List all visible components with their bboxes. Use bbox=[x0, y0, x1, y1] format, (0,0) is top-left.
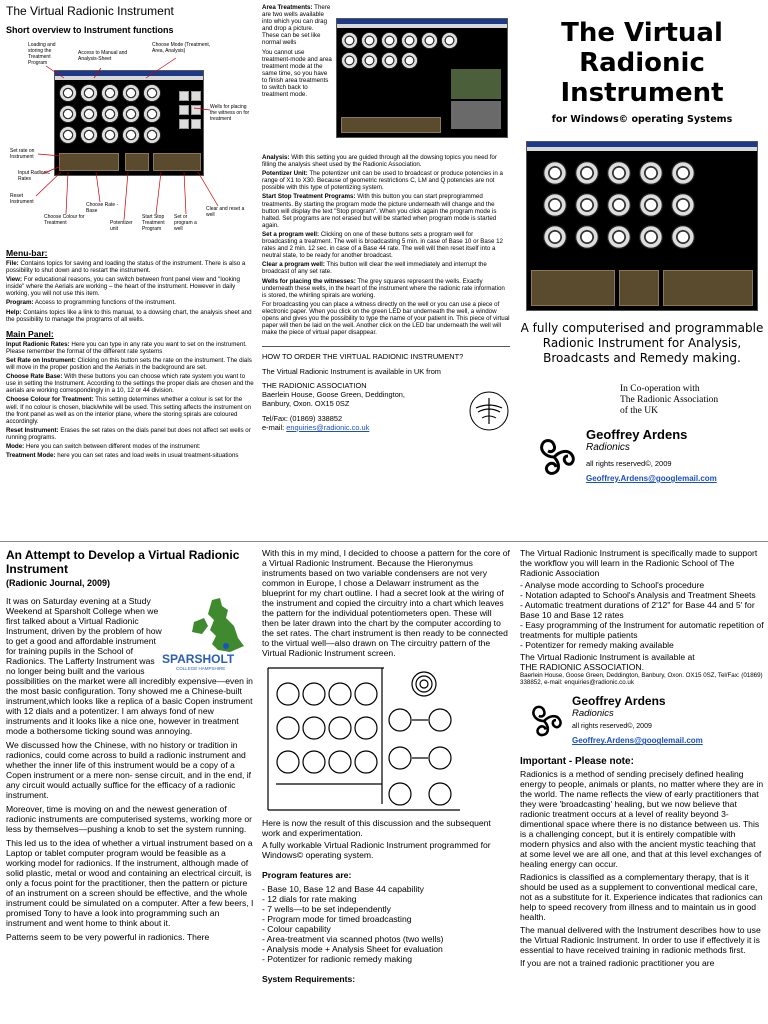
function-descriptions: Analysis: With this setting you are guided through all the dowsing topics you need for filling the analysis sheet used by the Radionic Association. Potentizer Unit: The potentizer unit can be used to broadcast or produce potencies in a range of X1 to X30. Because of geometric restrictions C, LM and Q potencies are not possible with this type of potentizing system. Start Stop Treatment Programs: With this button you can start preprogrammed treatments. By starting the program mode the picture underneath will change and the button will display the text "Stop program". When you click again the program mode is halted. Set programs are not erased but will be started when program mode is started again. Set a program well: Clicking on one of these buttons sets a program well for broadcasting a treatment. The well is broadcasting 5 min. in case of Base 10 or Base 12 rates and 2 min. 12 sec. in case of a Base 44 rate. The well will then reset itself into a neutral state, to be ready for another broadcast. Clear a program well: This button will clear the well immediately and interrupt the broadcast of any set rate. Wells for placing the witnesses: The grey squares represent the wells. Exactly underneath these wells, in the heart of the instrument where the radionic rate information is stored, the whirling spirals are working. For broadcasting you can place a witness directly on the well or you can use a piece of electronic paper. When you click on the green LED bar underneath the well, a window opens and gives you the possibility to type the name of your patient in. This piece of virtual paper will then be laid on the well. Another click on the LED bar underneath the well will make the piece of virtual paper disappear. bbox=[262, 154, 510, 337]
panel-cover bbox=[520, 4, 764, 536]
radionic-association-logo bbox=[468, 390, 510, 432]
menu-help: Help: Contains topics like a link to this manual, to a dowsing chart, the analysis sheet and the possibility to manage the programs of all wells. bbox=[6, 308, 252, 323]
rights-note: all rights reserved©, 2009 bbox=[586, 459, 672, 468]
author-email-link[interactable]: Geoffrey.Ardens@googlemail.com bbox=[586, 474, 717, 483]
cover-title: The Virtual Radionic Instrument bbox=[560, 18, 724, 108]
area-mode-screenshot bbox=[336, 18, 508, 138]
brand-name: Geoffrey Ardens bbox=[586, 427, 688, 442]
list-item: - Base 10, Base 12 and Base 44 capability bbox=[262, 884, 510, 894]
school-intro: The Virtual Radionic Instrument is specifically made to support the workflow you will learn in the Radionic School of The Radionic Association bbox=[520, 548, 758, 578]
brand-sub: Radionics bbox=[586, 442, 630, 453]
geoffrey-ardens-brand-2 bbox=[520, 694, 764, 748]
school-features-list bbox=[520, 580, 764, 650]
brand-sub: Radionics bbox=[572, 708, 614, 720]
menu-file: File: Contains topics for saving and loading the status of the instrument. There is also a possibility to shut down and to restart the instrument. bbox=[6, 260, 246, 275]
panel-functions bbox=[262, 4, 510, 536]
result-intro: With this in my mind, I decided to choose a pattern for the core of a Virtual Radionic Instrument. Because the Hieronymus instruments based on two variable condensers are not very common in Europe, I chose a Delawarr instrument as the blueprint for my chart outline. I had a secret look at the wiring of the instrument and copied the circuitry into a chart which leaves the pattern for the individual potentiometers open. These will then be later drawn into the chart by the computer according to the set rates. The chart instrument is then ready to be connected to the virtual well—also drawn on The circuitry pattern of the Virtual Radionic Instrument screen. bbox=[262, 548, 510, 658]
cover-description: A fully computerised and programmable Radionic Instrument for Analysis, Broadcasts and Remedy making. bbox=[520, 321, 764, 365]
main-panel-descriptions bbox=[6, 341, 254, 459]
association-address: THE RADIONIC ASSOCIATION Baerlein House, Goose Green, Deddington, Banbury, Oxon. OX15 0SZ Tel/Fax: (01869) 338852 e-mail: enquiries@radionic.co.uk bbox=[262, 381, 405, 432]
list-item: - Colour capability bbox=[262, 924, 510, 934]
cover-screenshot bbox=[526, 141, 758, 311]
panel-result bbox=[262, 548, 510, 1024]
association-email-link[interactable]: enquiries@radionic.co.uk bbox=[286, 422, 370, 432]
page-fold-divider bbox=[0, 541, 768, 542]
rights-note: all rights reserved©, 2009 bbox=[572, 723, 652, 731]
main-treatment: Treatment Mode: here you can set rates and load wells in usual treatment-situations bbox=[6, 452, 239, 460]
label-colour: Choose Colour for Treatment bbox=[44, 214, 85, 226]
author-email-link[interactable]: Geoffrey.Ardens@googlemail.com bbox=[572, 736, 703, 746]
cooperation-note: In Co-operation with The Radionic Association of the UK bbox=[620, 384, 719, 416]
main-base: Choose Rate Base: With these buttons you can choose which rate system you want to use in setting the Instrument. According to the settings the proper dials are chosen and the aerials are working correspondingly in a 10, 12 or 44 division. bbox=[6, 373, 254, 395]
list-item: - Easy programming of the Instrument for automatic repetition of treatments for multiple patients bbox=[520, 620, 764, 640]
availability-text: The Virtual Radionic Instrument is available at bbox=[520, 652, 695, 662]
label-input: Input Radionic Rates bbox=[18, 170, 50, 182]
overview-subtitle: Short overview to Instrument functions bbox=[6, 25, 174, 35]
label-clear: Clear and reset a well bbox=[206, 206, 245, 218]
list-item: - Analysis mode + Analysis Sheet for evaluation bbox=[262, 944, 510, 954]
note-body: Radionics is a method of sending precisely defined healing energy to people, animals or plants, no matter where they are in the world. The name reflects the view of early practitioners that they were 'broadcasting' healing, but we now believe that radionic treatment occurs at a level of reality beyond 3-dimentional space where there is no distance between us. This is a challenging concept, but it is entirely compatible with modern physics and also with the ancient mystic teaching that at some level we are all one, and that at this level exchanges of healing energy can occur. Radionics is classified as a complementary therapy, that is it should be used as a supplement to conventional medical care, not as a substitute for it. Experience indicates that radionics can help to speed recovery from illness and to maintain us in good health. The manual delivered with the Instrument describes how to use the Virtual Radionic Instrument. In order to use if effectively it is essential to have received training in radionic methods first. If you are not a trained radionic practitioner you are bbox=[520, 769, 764, 969]
label-reset: Reset Instrument bbox=[10, 193, 34, 205]
triskelion-logo bbox=[520, 701, 568, 741]
panel-overview bbox=[6, 4, 254, 536]
geoffrey-ardens-brand bbox=[526, 427, 764, 486]
association-name: THE RADIONIC ASSOCIATION. bbox=[520, 662, 644, 672]
menubar-descriptions bbox=[6, 260, 254, 323]
article-title: An Attempt to Develop a Virtual Radionic Instrument bbox=[6, 548, 240, 576]
note-heading: Important - Please note: bbox=[520, 756, 634, 768]
list-item: - Analyse mode according to School's procedure bbox=[520, 580, 764, 590]
label-wells: Wells for placing the witness on for treatment bbox=[210, 104, 250, 122]
sparsholt-logo: SPARSHOLT COLLEGE HAMPSHIRE bbox=[162, 596, 254, 676]
system-requirements-heading: System Requirements: bbox=[262, 974, 356, 984]
list-item: - 12 dials for rate making bbox=[262, 894, 510, 904]
order-availability: The Virtual Radionic Instrument is available in UK from bbox=[262, 366, 441, 376]
annotated-screenshot bbox=[6, 38, 254, 246]
brand-name: Geoffrey Ardens bbox=[572, 694, 666, 709]
order-heading: HOW TO ORDER THE VIRTUAL RADIONIC INSTRUMENT? bbox=[262, 352, 464, 362]
panel-info bbox=[520, 548, 764, 1024]
list-item: - 7 wells—to be set independently bbox=[262, 904, 510, 914]
label-setrate: Set rate on Instrument bbox=[10, 148, 35, 160]
article-body: It was on Saturday evening at a Study Weekend at Sparsholt College when we first talked about a Virtual Radionic Instrument, driven by the problem of how to get a good and affordable instrument for training pupils in the School of Radionics. The Lafferty Instrument was no longer being built and the various possibilities on the market were all incredibly expensive—even in the most basic configuration. Tony showed me a Chinese-built instrument,which looks like a replica of a basic Copen instrument with 12 dials and a potentizer. I am always fond of new instruments and it looks like a nice one, however in treatment mode a bothersome ticking sound was annoying. We discussed how the Chinese, with no history or tradition in radionics, could come across to build a radionic instrument and whether the inner life of this instrument would be a copy of a Copen instrument or a mere non- sense circuit, and in the end, if any circuit would actually suffice for the efficacy of a radionic instrument. Moreover, time is moving on and the newest generation of radionic instruments are computerised systems, working more or less by themselves—pushing a knob to set the system running. This led us to the idea of whether a virtual instrument based on a Laptop or tablet computer program would be feasible as a working model for radionics. If the instrument, although made of solid plastic, metal or wood and containing an electrical circuit, is only a focus point for the practitioner, then the pattern or picture of an instrument on a screen should be effective, and the whole instrument could be simulated on a computer. After a few beers, I promised Tony to have a look into programming such an instrument and went home to think about it. Patterns seem to be very powerful in radionics. There bbox=[6, 596, 254, 942]
features-list bbox=[262, 884, 510, 964]
cover-subtitle: for Windows© operating Systems bbox=[551, 114, 733, 125]
article-source: (Radionic Journal, 2009) bbox=[6, 578, 111, 588]
menubar-heading: Menu-bar: bbox=[6, 248, 48, 258]
uk-map-icon bbox=[182, 596, 252, 658]
callout-arrows bbox=[6, 38, 254, 246]
result-text: Here is now the result of this discussion and the subsequent work and experimentation. A fully workable Virtual Radionic Instrument programmed for Windows© operating system. bbox=[262, 818, 491, 860]
association-contact: Baerlein House, Goose Green, Deddington, Banbury, Oxon. OX15 0SZ, Tel/Fax: (01869) 338852, e-mail: enquiries@radionic.co.uk bbox=[520, 672, 763, 687]
list-item: - Program mode for timed broadcasting bbox=[262, 914, 510, 924]
area-treatment-text: Area Treatments: There are two wells available into which you can drag and drop a picture. These can be set like normal wells You cannot use treatment-mode and area treatment mode at the same time, so you have to finish area treatments to switch back to treatment mode. bbox=[262, 4, 332, 99]
list-item: - Potentizer for radionic remedy making bbox=[262, 954, 510, 964]
menu-program: Program: Access to programming functions of the instrument. bbox=[6, 299, 176, 307]
list-item: - Area-treatment via scanned photos (two wells) bbox=[262, 934, 510, 944]
main-panel-heading: Main Panel: bbox=[6, 328, 54, 339]
label-potentizer: Potentizer unit bbox=[110, 220, 133, 232]
triskelion-logo bbox=[526, 435, 582, 479]
list-item: - Automatic treatment durations of 2'12" for Base 44 and 5' for Base 10 and Base 12 rates bbox=[520, 600, 764, 620]
main-colour: Choose Colour for Treatment: This setting determines whether a colour is set for the well. If no colour is chosen, black/white will be used. This setting affects the instrument on the front panel as well as on the interior plane, where the storing spirals are coloured accordingly. bbox=[6, 396, 251, 425]
circuit-diagram bbox=[264, 664, 464, 814]
label-access: Access to Manual and Analysis-Sheet bbox=[78, 50, 128, 62]
main-mode: Mode: Here you can switch between different modes of the instrument: bbox=[6, 442, 201, 450]
overview-title: The Virtual Radionic Instrument bbox=[6, 4, 174, 18]
list-item: - Potentizer for remedy making available bbox=[520, 640, 764, 650]
main-reset: Reset Instrument: Erases the set rates on the dials panel but does not affect set wells or running programs. bbox=[6, 426, 251, 441]
label-mode: Choose Mode (Treatment, Area, Analysis) bbox=[152, 42, 211, 54]
list-item: - Notation adapted to School's Analysis and Treatment Sheets bbox=[520, 590, 764, 600]
label-start: Start Stop Treatment Program bbox=[142, 214, 165, 232]
label-base: Choose Rate - Base bbox=[86, 202, 119, 214]
main-setrate: Set Rate on Instrument: Clicking on this button sets the rate on the instrument. The dials will move in the proper position and the Aerials in the background are set. bbox=[6, 356, 252, 372]
features-heading: Program features are: bbox=[262, 870, 352, 880]
menu-view: View: For educational reasons, you can switch between front panel view and "looking inside" where the Aerials are working – the heart of the instrument. However in daily working, you will not use this item. bbox=[6, 276, 240, 298]
label-setprogram: Set or program a well bbox=[174, 214, 197, 232]
main-input: Input Radionic Rates: Here you can type in any rate you want to set on the instrument. Please remember the format of the different rate systems bbox=[6, 340, 247, 355]
panel-article bbox=[6, 548, 254, 1024]
label-load: Loading and storing the Treatment Program bbox=[28, 42, 56, 66]
